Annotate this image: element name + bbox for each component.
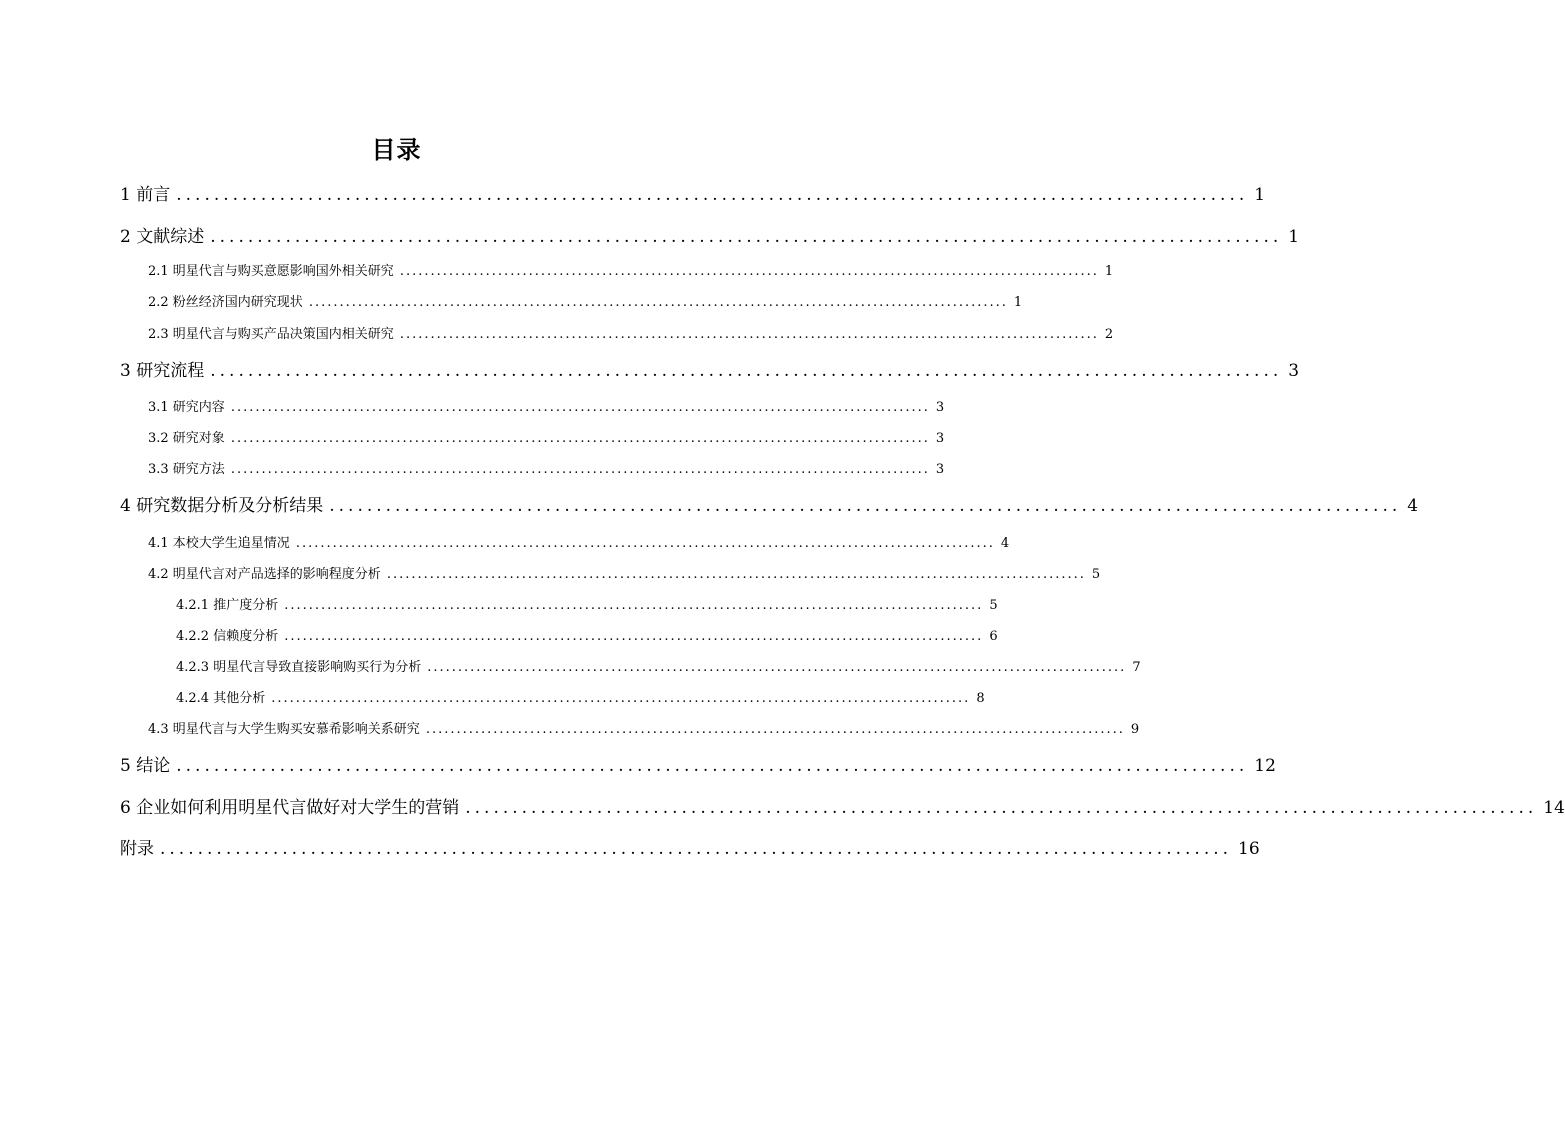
toc-entry-page: 2 [1104, 327, 1114, 342]
toc-entry-label: 2.1 明星代言与购买意愿影响国外相关研究 [148, 264, 394, 279]
dot-leader: .................................................................................................................. [399, 327, 1099, 342]
toc-entry[interactable] [120, 793, 1565, 818]
dot-leader: .................................................................................................................. [230, 431, 930, 446]
toc-entry-page: 16 [1238, 839, 1260, 859]
toc-entry-page: 5 [989, 598, 998, 613]
dot-leader: .................................................................................................................. [425, 722, 1125, 737]
toc-entry[interactable] [148, 532, 1010, 551]
dot-leader: .................................................................................................................. [329, 496, 1402, 516]
toc-entry-label: 4.2 明星代言对产品选择的影响程度分析 [148, 567, 381, 582]
toc-entry-label: 6 企业如何利用明星代言做好对大学生的营销 [120, 798, 460, 818]
toc-entry-label: 4.3 明星代言与大学生购买安慕希影响关系研究 [148, 722, 420, 737]
toc-entry[interactable] [176, 625, 998, 644]
toc-entry-label: 3 研究流程 [120, 361, 205, 381]
dot-leader: .................................................................................................................. [230, 400, 930, 415]
dot-leader: .................................................................................................................. [176, 756, 1249, 776]
toc-entry-label: 2.3 明星代言与购买产品决策国内相关研究 [148, 327, 394, 342]
toc-entry[interactable] [148, 427, 945, 446]
dot-leader: .................................................................................................................. [465, 798, 1538, 818]
toc-entry-page: 14 [1543, 798, 1565, 818]
toc-entry[interactable] [120, 356, 1300, 381]
toc-entry-page: 4 [1407, 496, 1419, 516]
toc-entry-label: 4.2.4 其他分析 [176, 691, 266, 706]
toc-entry-page: 1 [1288, 227, 1300, 247]
toc-entry-page: 4 [1000, 536, 1010, 551]
dot-leader: .................................................................................................................. [399, 264, 1099, 279]
dot-leader: .................................................................................................................. [427, 660, 1127, 675]
toc-entry-label: 附录 [120, 839, 154, 859]
toc-entry[interactable] [176, 687, 985, 706]
toc-entry[interactable] [120, 834, 1260, 859]
toc-entry-label: 3.1 研究内容 [148, 400, 225, 415]
toc-entry-page: 3 [935, 431, 945, 446]
toc-entry-label: 4.2.3 明星代言导致直接影响购买行为分析 [176, 660, 422, 675]
toc-entry[interactable] [120, 222, 1300, 247]
toc-entry-label: 4 研究数据分析及分析结果 [120, 496, 324, 516]
toc-entry[interactable] [120, 491, 1419, 516]
toc-entry-page: 9 [1130, 722, 1140, 737]
toc-entry-label: 3.2 研究对象 [148, 431, 225, 446]
toc-entry-page: 3 [935, 462, 945, 477]
toc-entry-page: 3 [935, 400, 945, 415]
toc-entry-page: 1 [1254, 185, 1266, 205]
toc-entry-page: 8 [976, 691, 985, 706]
toc-entry-page: 12 [1254, 756, 1276, 776]
toc-entry[interactable] [120, 180, 1266, 205]
toc-entry-label: 3.3 研究方法 [148, 462, 225, 477]
toc-entry-label: 4.2.1 推广度分析 [176, 598, 279, 613]
dot-leader: .................................................................................................................. [210, 361, 1283, 381]
dot-leader: .................................................................................................................. [230, 462, 930, 477]
toc-entry-label: 4.2.2 信赖度分析 [176, 629, 279, 644]
toc-entry-page: 1 [1013, 295, 1023, 310]
toc-entry-page: 1 [1104, 264, 1114, 279]
dot-leader: .................................................................................................................. [160, 839, 1233, 859]
toc-title: 目录 [371, 135, 422, 164]
toc-entry[interactable] [148, 260, 1114, 279]
dot-leader: .................................................................................................................. [176, 185, 1249, 205]
dot-leader: .................................................................................................................. [271, 691, 971, 706]
dot-leader: .................................................................................................................. [295, 536, 995, 551]
toc-entry-label: 2 文献综述 [120, 227, 205, 247]
toc-entry[interactable] [176, 594, 998, 613]
toc-entry-label: 5 结论 [120, 756, 171, 776]
dot-leader: .................................................................................................................. [210, 227, 1283, 247]
toc-entry[interactable] [148, 323, 1114, 342]
toc-entry[interactable] [176, 656, 1141, 675]
toc-entry-label: 2.2 粉丝经济国内研究现状 [148, 295, 303, 310]
toc-entry[interactable] [148, 563, 1101, 582]
dot-leader: .................................................................................................................. [284, 629, 984, 644]
toc-entry[interactable] [120, 751, 1276, 776]
toc-entry[interactable] [148, 291, 1023, 310]
toc-entry[interactable] [148, 458, 945, 477]
toc-entry[interactable] [148, 718, 1140, 737]
toc-entry-label: 4.1 本校大学生追星情况 [148, 536, 290, 551]
dot-leader: .................................................................................................................. [308, 295, 1008, 310]
toc-entry-page: 5 [1091, 567, 1101, 582]
toc-entry-page: 7 [1132, 660, 1141, 675]
toc-entry[interactable] [148, 396, 945, 415]
dot-leader: .................................................................................................................. [284, 598, 984, 613]
toc-entry-page: 6 [989, 629, 998, 644]
dot-leader: .................................................................................................................. [386, 567, 1086, 582]
toc-entry-label: 1 前言 [120, 185, 171, 205]
toc-entry-page: 3 [1288, 361, 1300, 381]
